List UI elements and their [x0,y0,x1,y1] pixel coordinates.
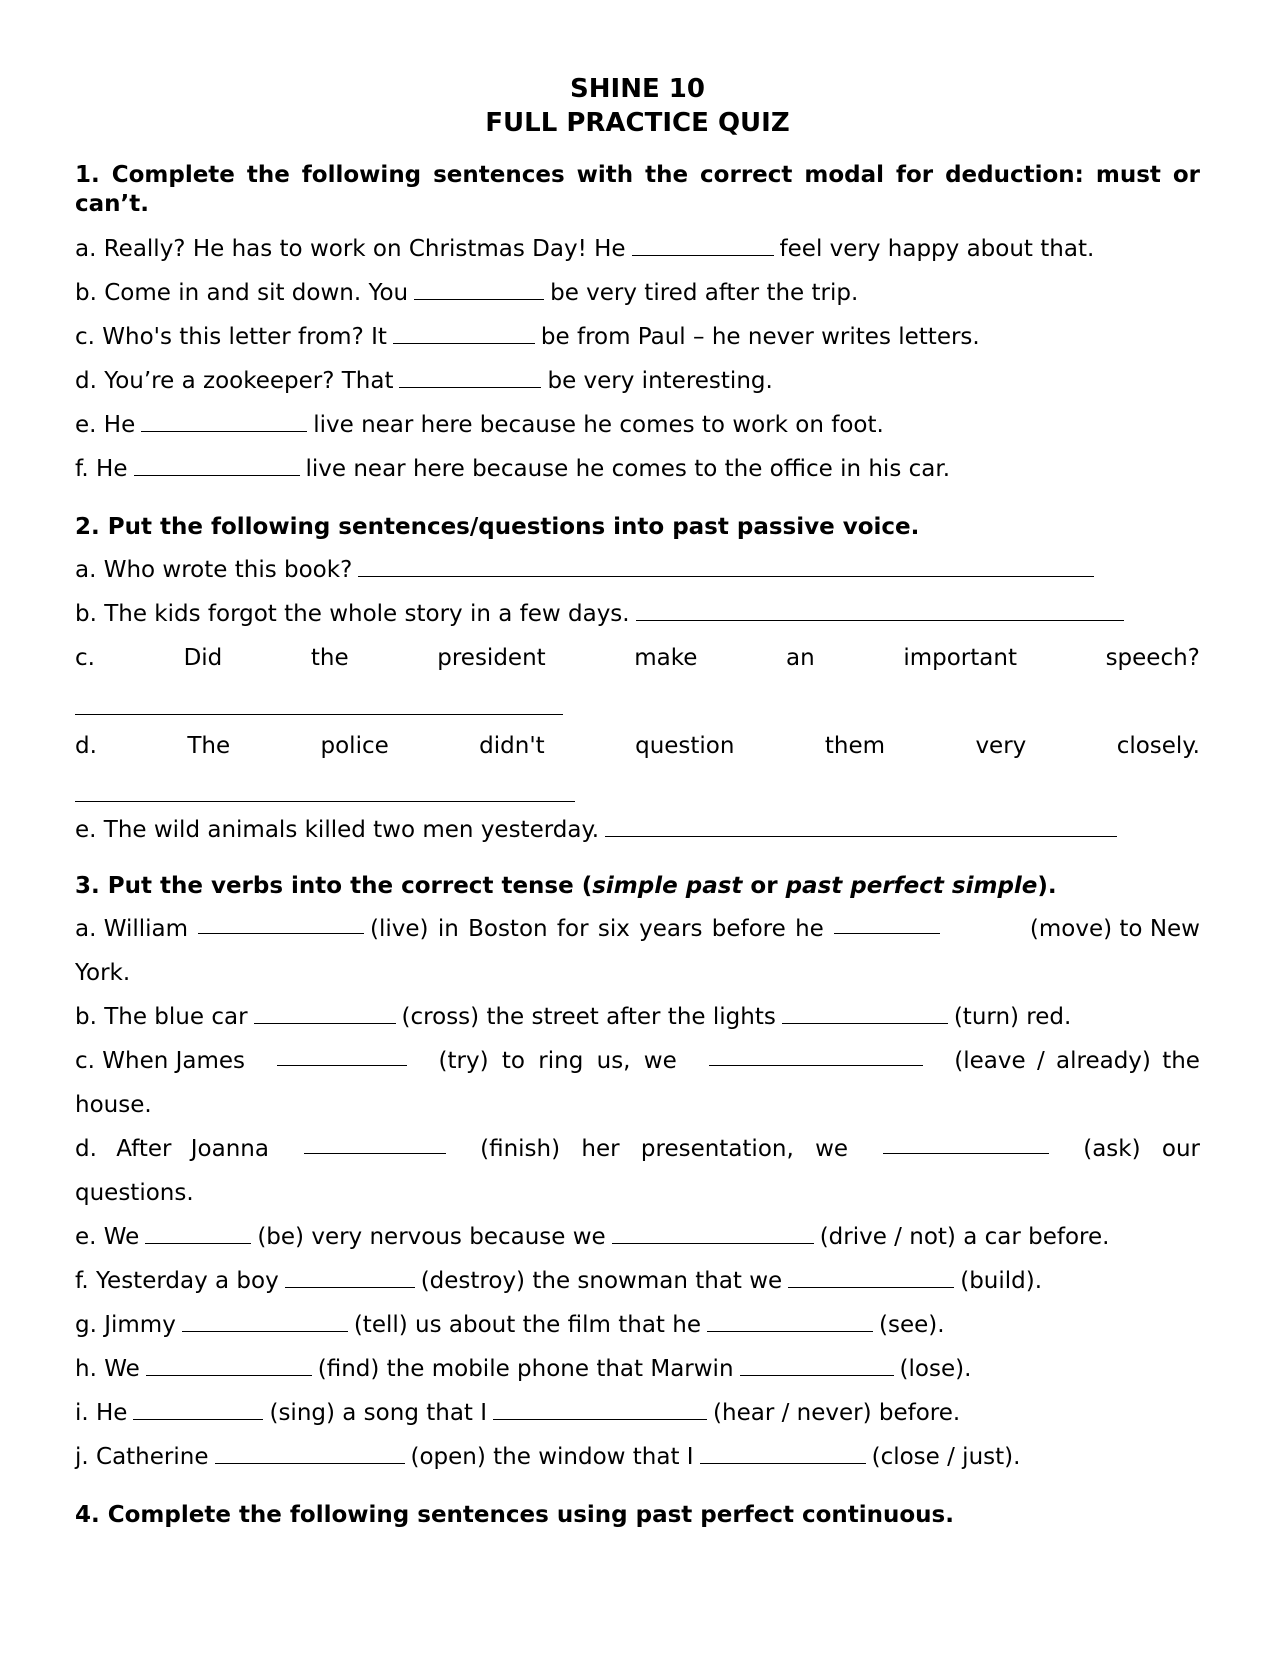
s3-g-text: (see). [878,1312,945,1338]
s3-h-text: (lose). [899,1356,972,1382]
s1-a-text-end: feel very happy about that. [779,236,1095,262]
s3-f-text: (destroy) the snowman that we [420,1268,783,1294]
s2-b-blank[interactable] [636,594,1124,621]
s3-heading-emphasis: simple past [592,873,743,899]
s2-d-word: them [824,733,886,759]
s2-item-e [75,808,1200,852]
s2-c-word: president [437,645,546,671]
s3-item-g [75,1303,1200,1347]
s1-e-blank[interactable] [141,405,307,432]
s3-h-blank-1[interactable] [146,1349,312,1376]
s3-j-text: (close / just). [871,1444,1021,1470]
s2-c-word: make [634,645,698,671]
s1-f-text: f. He [75,456,128,482]
s3-item-e [75,1215,1200,1259]
s3-c-blank-2[interactable] [709,1039,923,1066]
s3-h-text: h. We [75,1356,140,1382]
s3-g-text: (tell) us about the film that he [353,1312,701,1338]
s1-a-blank[interactable] [632,229,774,256]
s1-e-text: e. He [75,412,136,438]
s3-d-text: (finish) her presentation, we [480,1136,849,1162]
s1-item-d [75,359,1200,403]
s3-heading-text: ). [1037,873,1057,899]
s3-c-text: (try) to ring us, we [438,1048,677,1074]
s3-e-text: (drive / not) a car before. [819,1224,1110,1250]
s3-item-h [75,1347,1200,1391]
title-line-1: SHINE 10 [570,74,705,104]
s3-h-text: (find) the mobile phone that Marwin [317,1356,734,1382]
s3-d-continued: questions. [75,1180,194,1206]
s2-b-text: b. The kids forgot the whole story in a few days. [75,601,630,627]
s3-a-text: (live) in Boston for six years before he [370,916,824,942]
s3-a-blank-2[interactable] [834,907,940,934]
s2-d-word: closely. [1116,733,1200,759]
s3-e-blank-2[interactable] [612,1217,814,1244]
s3-j-text: (open) the window that I [410,1444,694,1470]
s3-c-text: c. When James [75,1048,246,1074]
section-3-heading [75,872,1200,901]
s3-d-blank-2[interactable] [883,1127,1049,1154]
s1-d-text: d. You’re a zookeeper? That [75,368,394,394]
s2-d-word: didn't [479,733,545,759]
s2-c-word: an [786,645,815,671]
s1-d-blank[interactable] [399,361,541,388]
s3-h-blank-2[interactable] [740,1349,894,1376]
s3-i-blank-1[interactable] [133,1393,263,1420]
s2-c-word: speech? [1105,645,1200,671]
s2-d-answer-line [75,768,1200,808]
s3-b-text: (turn) red. [953,1004,1072,1030]
s3-g-text: g. Jimmy [75,1312,176,1338]
s2-a-blank[interactable] [358,550,1094,577]
s3-item-i [75,1391,1200,1435]
s3-d-text: (ask) our [1083,1136,1200,1162]
s1-d-text-end: be very interesting. [547,368,773,394]
s3-i-text: (hear / never) before. [713,1400,961,1426]
section-1-items [75,227,1200,491]
s3-e-text: e. We [75,1224,140,1250]
s3-g-blank-1[interactable] [182,1305,348,1332]
s2-c-word: Did [183,645,223,671]
s3-i-blank-2[interactable] [493,1393,707,1420]
s3-a-text: (move) to New [1029,916,1200,942]
s2-item-b [75,592,1200,636]
s1-item-c [75,315,1200,359]
s2-item-a [75,548,1200,592]
s2-c-word: the [310,645,349,671]
s1-e-text-end: live near here because he comes to work on foot. [313,412,884,438]
s1-c-text: c. Who's this letter from? It [75,324,387,350]
s3-e-text: (be) very nervous because we [257,1224,606,1250]
section-2-items [75,548,1200,852]
s1-item-b [75,271,1200,315]
s3-a-continued: York. [75,960,131,986]
s3-heading-text: or [742,873,786,899]
section-1-heading: 1. Complete the following sentences with the correct modal for deduction: must or can’t. [75,162,1200,217]
s1-item-a [75,227,1200,271]
s1-b-blank[interactable] [414,273,544,300]
section-4-heading: 4. Complete the following sentences using past perfect continuous. [75,1502,954,1528]
s1-b-text: b. Come in and sit down. You [75,280,409,306]
s1-a-text: a. Really? He has to work on Christmas Day! He [75,236,626,262]
s1-item-e [75,403,1200,447]
s3-b-blank-1[interactable] [254,997,396,1024]
s3-heading-text: 3. Put the verbs into the correct tense ( [75,873,593,899]
s2-c-answer-line [75,680,1200,724]
quiz-page [75,72,1200,1530]
s3-j-blank-1[interactable] [215,1437,405,1464]
s3-j-text: j. Catherine [75,1444,209,1470]
s3-a-blank-1[interactable] [198,907,364,934]
s3-c-text: (leave / already) the [954,1048,1200,1074]
s2-d-blank[interactable] [75,800,575,802]
s1-f-blank[interactable] [134,449,300,476]
s2-d-word: d. [75,733,97,759]
s2-e-text: e. The wild animals killed two men yesterday. [75,817,600,843]
s3-c-continued: house. [75,1092,152,1118]
s3-b-text: b. The blue car [75,1004,248,1030]
s3-f-blank-2[interactable] [788,1261,954,1288]
s2-a-text: a. Who wrote this book? [75,557,353,583]
s3-i-text: i. He [75,1400,128,1426]
s2-c-word: important [903,645,1017,671]
s2-e-blank[interactable] [605,810,1117,837]
s3-c-blank-1[interactable] [277,1039,407,1066]
s2-c-word: c. [75,645,95,671]
s3-a-text: a. William [75,916,189,942]
section-2-heading: 2. Put the following sentences/questions into past passive voice. [75,514,920,540]
s3-item-d [75,1127,1200,1171]
s2-d-word: police [320,733,389,759]
s2-d-word: The [187,733,231,759]
s3-item-b [75,995,1200,1039]
s3-heading-emphasis: past perfect simple [785,873,1038,899]
s3-item-j [75,1435,1200,1479]
s3-j-blank-2[interactable] [700,1437,866,1464]
s3-item-a [75,907,1200,951]
s1-item-f [75,447,1200,491]
s1-c-text-end: be from Paul – he never writes letters. [540,324,980,350]
s3-i-text: (sing) a song that I [269,1400,488,1426]
s2-item-d [75,724,1200,768]
s2-item-c [75,636,1200,680]
s3-d-blank-1[interactable] [304,1127,446,1154]
s3-item-f [75,1259,1200,1303]
s2-d-word: question [635,733,735,759]
s1-c-blank[interactable] [393,317,535,344]
s2-c-blank[interactable] [75,713,563,715]
section-3-items [75,907,1200,1479]
s1-f-text-end: live near here because he comes to the office in his car. [305,456,951,482]
s2-d-word: very [975,733,1027,759]
s3-e-blank-1[interactable] [145,1217,251,1244]
s3-b-blank-2[interactable] [782,997,948,1024]
s3-item-c [75,1039,1200,1083]
s3-f-text: f. Yesterday a boy [75,1268,279,1294]
s3-f-text: (build). [960,1268,1043,1294]
s3-f-blank-1[interactable] [285,1261,415,1288]
s1-b-text-end: be very tired after the trip. [550,280,859,306]
s3-b-text: (cross) the street after the lights [401,1004,776,1030]
title-line-2: FULL PRACTICE QUIZ [485,108,790,138]
s3-d-text: d. After Joanna [75,1136,269,1162]
s3-g-blank-2[interactable] [707,1305,873,1332]
